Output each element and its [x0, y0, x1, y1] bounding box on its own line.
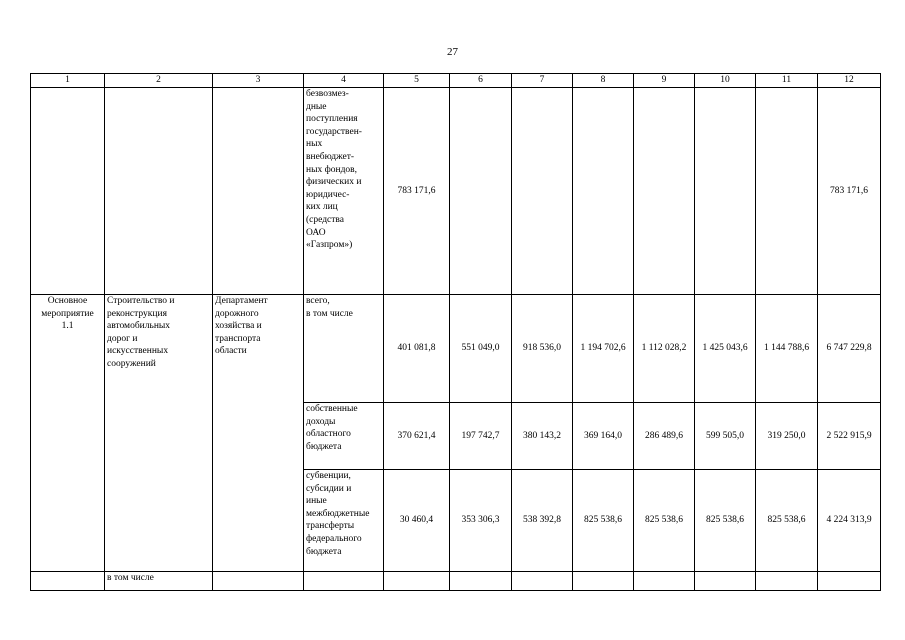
text-line: поступления: [306, 114, 358, 125]
value-cell: 538 392,8: [512, 470, 573, 572]
text-line: «Газпром»): [306, 240, 353, 251]
column-header: 11: [756, 74, 818, 88]
text-line: трансферты: [306, 521, 355, 532]
value-cell: 599 505,0: [695, 403, 756, 470]
row-gratuitous-receipts: [31, 88, 881, 295]
cell-empty: [695, 572, 756, 591]
column-header: 7: [512, 74, 573, 88]
value-cell: 783 171,6: [384, 88, 450, 295]
activity-executor: [213, 295, 304, 572]
value-cell: 401 081,8: [384, 295, 450, 403]
text-line: дорожного: [215, 308, 259, 319]
value-cell: 286 489,6: [634, 403, 695, 470]
value-cell: 197 742,7: [450, 403, 512, 470]
text-line: 1.1: [61, 321, 74, 332]
cell-empty: [634, 572, 695, 591]
text-line: безвозмез-: [306, 89, 349, 99]
cell-empty: [384, 572, 450, 591]
value-cell: 1 194 702,6: [573, 295, 634, 403]
text-line: Строительство и: [107, 296, 175, 306]
column-header: 2: [105, 74, 213, 88]
budget-table: [30, 73, 881, 591]
value-cell: [634, 88, 695, 295]
text-line: иные: [306, 496, 327, 507]
value-cell: [573, 88, 634, 295]
text-line: межбюджетные: [306, 508, 370, 519]
text-line: искусственных: [107, 346, 169, 357]
column-header: 6: [450, 74, 512, 88]
cell-empty: [756, 572, 818, 591]
value-cell: 825 538,6: [756, 470, 818, 572]
cell-empty: [31, 572, 105, 591]
column-header: 10: [695, 74, 756, 88]
text-line: Департамент: [215, 296, 268, 306]
text-line: ных фондов,: [306, 164, 358, 175]
value-cell: 30 460,4: [384, 470, 450, 572]
funding-source: [304, 403, 384, 470]
text-line: внебюджет-: [306, 151, 355, 162]
cell-empty: [450, 572, 512, 591]
value-cell: 2 522 915,9: [818, 403, 881, 470]
text-line: юридичес-: [306, 189, 350, 200]
text-line: собственные: [306, 404, 358, 414]
text-line: ких лиц: [306, 202, 338, 213]
value-cell: 825 538,6: [634, 470, 695, 572]
value-cell: [512, 88, 573, 295]
cell-empty: [105, 88, 213, 295]
column-header: 3: [213, 74, 304, 88]
text-line: государствен-: [306, 126, 362, 137]
funding-source: [304, 88, 384, 295]
value-cell: 369 164,0: [573, 403, 634, 470]
value-cell: 319 250,0: [756, 403, 818, 470]
text-line: сооружений: [107, 358, 156, 369]
text-line: ОАО: [306, 227, 326, 238]
text-line: бюджета: [306, 546, 342, 557]
funding-source: [304, 295, 384, 403]
cell-empty: [818, 572, 881, 591]
including-label: в том числе: [105, 572, 213, 591]
value-cell: 783 171,6: [818, 88, 881, 295]
value-cell: 551 049,0: [450, 295, 512, 403]
column-header: 8: [573, 74, 634, 88]
page-number: 27: [447, 46, 458, 58]
value-cell: 380 143,2: [512, 403, 573, 470]
value-cell: [695, 88, 756, 295]
cell-empty: [213, 572, 304, 591]
text-line: области: [215, 346, 247, 357]
text-line: дорог и: [107, 333, 138, 344]
text-line: бюджета: [306, 441, 342, 452]
value-cell: 353 306,3: [450, 470, 512, 572]
cell-empty: [304, 572, 384, 591]
text-line: дные: [306, 101, 327, 112]
activity-label: [31, 295, 105, 572]
column-header: 1: [31, 74, 105, 88]
cell-empty: [573, 572, 634, 591]
text-line: федерального: [306, 533, 362, 544]
cell-empty: [31, 88, 105, 295]
value-cell: 1 144 788,6: [756, 295, 818, 403]
text-line: реконструкция: [107, 308, 167, 319]
value-cell: 1 112 028,2: [634, 295, 695, 403]
text-line: транспорта: [215, 333, 261, 344]
row-including: [31, 572, 881, 591]
cell-empty: [512, 572, 573, 591]
value-cell: 1 425 043,6: [695, 295, 756, 403]
text-line: ных: [306, 139, 323, 150]
text-line: хозяйства и: [215, 321, 262, 332]
text-line: Основное: [47, 296, 88, 306]
funding-source: [304, 470, 384, 572]
value-cell: 825 538,6: [695, 470, 756, 572]
column-header: 9: [634, 74, 695, 88]
text-line: всего,: [306, 296, 330, 306]
value-cell: [450, 88, 512, 295]
text-line: доходы: [306, 416, 336, 427]
cell-empty: [213, 88, 304, 295]
column-header: 12: [818, 74, 881, 88]
text-line: автомобильных: [107, 321, 171, 332]
row-total: [31, 295, 881, 403]
value-cell: 4 224 313,9: [818, 470, 881, 572]
value-cell: [756, 88, 818, 295]
activity-name: [105, 295, 213, 572]
text-line: субсидии и: [306, 483, 352, 494]
text-line: мероприятие: [41, 308, 94, 319]
column-header: 4: [304, 74, 384, 88]
text-line: в том числе: [306, 308, 353, 319]
value-cell: 370 621,4: [384, 403, 450, 470]
text-line: областного: [306, 429, 351, 440]
value-cell: 6 747 229,8: [818, 295, 881, 403]
value-cell: 918 536,0: [512, 295, 573, 403]
text-line: (средства: [306, 214, 344, 225]
text-line: субвенции,: [306, 471, 351, 481]
text-line: физических и: [306, 177, 362, 188]
column-header: 5: [384, 74, 450, 88]
value-cell: 825 538,6: [573, 470, 634, 572]
column-number-row: [31, 74, 881, 88]
